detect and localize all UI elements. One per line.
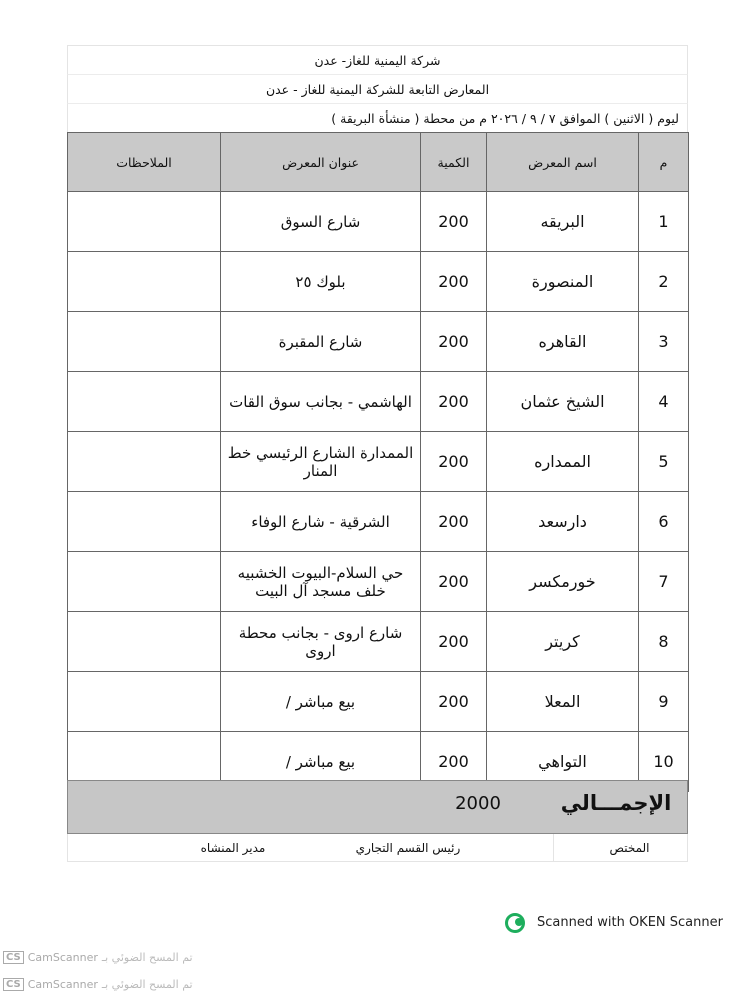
cell-num: 7 [639, 552, 689, 612]
col-header-address: عنوان المعرض [221, 133, 421, 192]
cell-name: التواهي [487, 732, 639, 792]
cell-num: 10 [639, 732, 689, 792]
cell-qty: 200 [421, 492, 487, 552]
cell-name: المنصورة [487, 252, 639, 312]
total-value: 2000 [455, 793, 501, 814]
cell-name: المعلا [487, 672, 639, 732]
cell-name: الشيخ عثمان [487, 372, 639, 432]
cell-num: 9 [639, 672, 689, 732]
table-row [68, 432, 689, 492]
col-header-qty: الكمية [421, 133, 487, 192]
cell-address: بيع مباشر / [221, 732, 421, 792]
table-row [68, 252, 689, 312]
cell-address: بلوك ٢٥ [221, 252, 421, 312]
cell-name: الممداره [487, 432, 639, 492]
oken-watermark [505, 912, 723, 932]
cell-num: 1 [639, 192, 689, 252]
cell-notes [68, 432, 221, 492]
camscanner-text: CamScanner [27, 978, 98, 991]
outlets-table [67, 132, 689, 792]
col-header-notes: الملاحظات [68, 133, 221, 192]
table-row [68, 552, 689, 612]
cell-qty: 200 [421, 732, 487, 792]
cell-qty: 200 [421, 372, 487, 432]
signature-commercial-head: رئيس القسم التجاري [355, 841, 461, 855]
cell-qty: 200 [421, 672, 487, 732]
table-row [68, 612, 689, 672]
date-line: ليوم ( الاثنين ) الموافق ٧ / ٩ / ٢٠٢٦ م من محطة ( منشأة البريقة ) [67, 103, 688, 132]
document-sheet [67, 45, 688, 792]
oken-text: Scanned with OKEN Scanner [537, 914, 723, 930]
cell-notes [68, 552, 221, 612]
cell-name: خورمكسر [487, 552, 639, 612]
table-header-row [68, 133, 689, 192]
cs-badge-icon: CS [3, 978, 24, 991]
cell-name: دارسعد [487, 492, 639, 552]
cell-address: شارع المقبرة [221, 312, 421, 372]
cell-address: الشرقية - شارع الوفاء [221, 492, 421, 552]
cell-notes [68, 312, 221, 372]
total-row [67, 780, 688, 834]
signature-facility-manager: مدير المنشاه [200, 841, 266, 855]
cell-qty: 200 [421, 432, 487, 492]
cell-qty: 200 [421, 192, 487, 252]
cell-num: 6 [639, 492, 689, 552]
cell-notes [68, 492, 221, 552]
cell-qty: 200 [421, 252, 487, 312]
cell-qty: 200 [421, 612, 487, 672]
camscanner-arabic: تم المسح الضوئي بـ [101, 978, 193, 991]
cell-num: 8 [639, 612, 689, 672]
table-row [68, 312, 689, 372]
cell-num: 3 [639, 312, 689, 372]
cell-address: الهاشمي - بجانب سوق القات [221, 372, 421, 432]
cell-address: حي السلام-البيوت الخشبيه خلف مسجد آل البيت [221, 552, 421, 612]
table-row [68, 192, 689, 252]
cell-name: كريتر [487, 612, 639, 672]
cell-num: 4 [639, 372, 689, 432]
cell-notes [68, 672, 221, 732]
table-row [68, 672, 689, 732]
cell-num: 5 [639, 432, 689, 492]
cell-address: شارع السوق [221, 192, 421, 252]
document-subtitle: المعارض التابعة للشركة اليمنية للغاز - عدن [67, 74, 688, 103]
cell-qty: 200 [421, 552, 487, 612]
cell-name: القاهره [487, 312, 639, 372]
col-header-num: م [639, 133, 689, 192]
cell-qty: 200 [421, 312, 487, 372]
cell-notes [68, 252, 221, 312]
signature-specialist: المختص [609, 841, 650, 855]
camscanner-text: CamScanner [27, 951, 98, 964]
cell-notes [68, 372, 221, 432]
cell-num: 2 [639, 252, 689, 312]
cell-address: شارع اروى - بجانب محطة اروى [221, 612, 421, 672]
signature-row [67, 834, 688, 862]
cell-notes [68, 612, 221, 672]
table-row [68, 372, 689, 432]
col-header-name: اسم المعرض [487, 133, 639, 192]
cell-notes [68, 192, 221, 252]
camscanner-watermark-2 [3, 978, 193, 991]
cell-address: بيع مباشر / [221, 672, 421, 732]
camscanner-arabic: تم المسح الضوئي بـ [101, 951, 193, 964]
cell-name: البريقه [487, 192, 639, 252]
cell-address: الممدارة الشارع الرئيسي خط المنار [221, 432, 421, 492]
camscanner-watermark-1 [3, 951, 193, 964]
table-row [68, 492, 689, 552]
oken-logo-icon [505, 912, 529, 932]
cs-badge-icon: CS [3, 951, 24, 964]
total-label: الإجمـــالي [560, 791, 672, 815]
company-title: شركة اليمنية للغاز- عدن [67, 45, 688, 74]
